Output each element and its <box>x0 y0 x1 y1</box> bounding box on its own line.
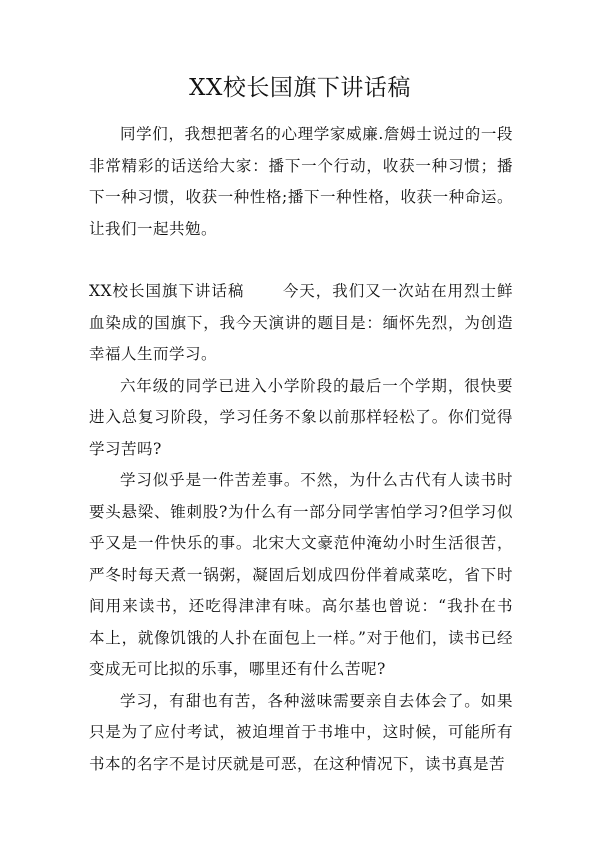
document-body <box>89 119 513 780</box>
section-opening-paragraph <box>89 276 513 371</box>
intro-paragraph: 同学们，我想把著名的心理学家威廉.詹姆士说过的一段非常精彩的话送给大家：播下一个行动，收获一种习惯；播下一种习惯，收获一种性格;播下一种性格，收获一种命运。让我们一起共勉。 <box>89 125 513 238</box>
document-title: XX校长国旗下讲话稿 <box>189 75 411 101</box>
body-paragraph-3: 学习，有甜也有苦，各种滋味需要亲自去体会了。如果只是为了应付考试，被迫埋首于书堆中，这时候，可能所有书本的名字不是讨厌就是可恶，在这种情况下，读书真是苦 <box>89 691 513 773</box>
section-opening-text: 今天，我们又一次站在用烈士鲜血染成的国旗下，我今天演讲的题目是：缅怀先烈，为创造幸福人生而学习。 <box>89 282 513 363</box>
body-paragraph-2: 学习似乎是一件苦差事。不然，为什么古代有人读书时要头悬梁、锥刺股?为什么有一部分同学害怕学习?但学习似乎又是一件快乐的事。北宋大文豪范仲淹幼小时生活很苦，严冬时每天煮一锅粥，凝固后划成四份伴着咸菜吃，省下时间用来读书，还吃得津津有味。高尔基也曾说：“我扑在书本上，就像饥饿的人扑在面包上一样。”对于他们，读书已经变成无可比拟的乐事，哪里还有什么苦呢? <box>89 471 513 678</box>
body-paragraph-1: 六年级的同学已进入小学阶段的最后一个学期，很快要进入总复习阶段，学习任务不象以前那样轻松了。你们觉得学习苦吗? <box>89 376 513 458</box>
section-label: XX校长国旗下讲话稿 <box>89 282 245 300</box>
